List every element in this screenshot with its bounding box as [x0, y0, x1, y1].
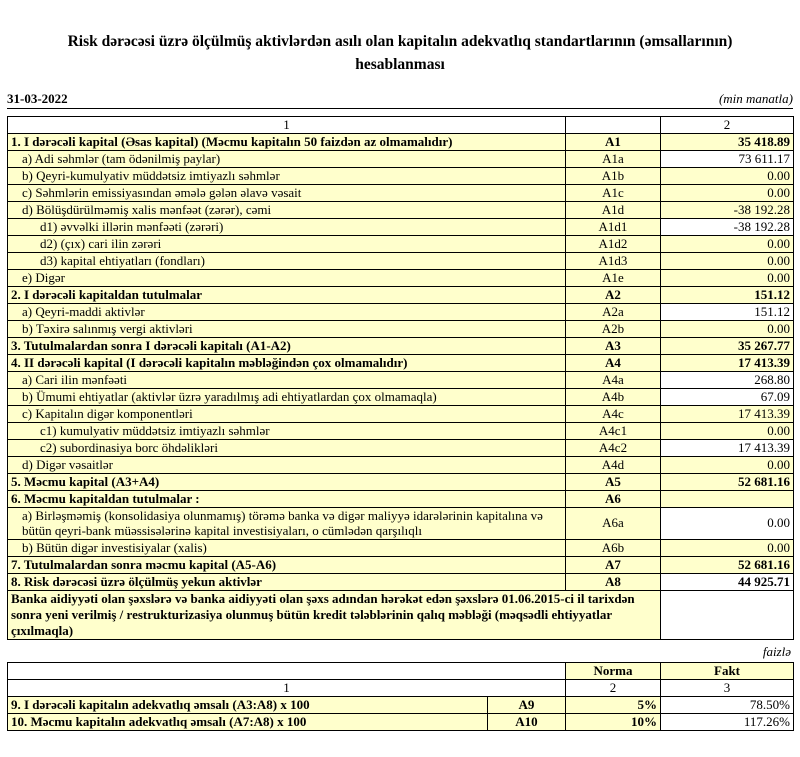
row-code: A4: [566, 354, 661, 371]
ratio-colnum-3: 3: [661, 679, 794, 696]
row-value: 35 418.89: [661, 133, 794, 150]
ratio-table-body: [8, 696, 794, 730]
row-code: A4c1: [566, 422, 661, 439]
table-row: [8, 388, 794, 405]
column-header-2: 2: [661, 116, 794, 133]
row-code: A2b: [566, 320, 661, 337]
table-row: [8, 252, 794, 269]
ratio-row-code: A10: [488, 713, 566, 730]
table-row: [8, 473, 794, 490]
row-label: 6. Məcmu kapitaldan tutulmalar :: [8, 490, 566, 507]
ratio-table-header: [8, 662, 794, 696]
table-row: [8, 507, 794, 540]
row-label: a) Cari ilin mənfəəti: [8, 371, 566, 388]
row-code: A4b: [566, 388, 661, 405]
table-row: [8, 218, 794, 235]
unit-note: (min manatla): [718, 90, 793, 106]
row-value: 44 925.71: [661, 574, 794, 591]
row-code: A3: [566, 337, 661, 354]
row-code: A1d2: [566, 235, 661, 252]
table-row: [8, 184, 794, 201]
row-code: A1: [566, 133, 661, 150]
row-value: 0.00: [661, 507, 794, 540]
row-code: A4d: [566, 456, 661, 473]
row-value: 35 267.77: [661, 337, 794, 354]
ratio-row-norma: 10%: [566, 713, 661, 730]
row-code: A6: [566, 490, 661, 507]
ratio-row: [8, 696, 794, 713]
ratio-table: [7, 662, 794, 731]
row-label: 8. Risk dərəcəsi üzrə ölçülmüş yekun aktivlər: [8, 574, 566, 591]
row-label: a) Adi səhmlər (tam ödənilmiş paylar): [8, 150, 566, 167]
capital-table: [7, 116, 794, 640]
row-label: b) Qeyri-kumulyativ müddətsiz imtiyazlı səhmlər: [8, 167, 566, 184]
table-row: [8, 540, 794, 557]
ratio-header-empty: [8, 662, 566, 679]
column-header-code: [566, 116, 661, 133]
row-code: A1b: [566, 167, 661, 184]
row-label: d) Digər vəsaitlər: [8, 456, 566, 473]
row-code: A4c2: [566, 439, 661, 456]
row-code: A1a: [566, 150, 661, 167]
table-row: [8, 490, 794, 507]
row-label: 1. I dərəcəli kapital (Əsas kapital) (Məcmu kapitalın 50 faizdən az olmamalıdır): [8, 133, 566, 150]
row-value: 268.80: [661, 371, 794, 388]
table-row: [8, 133, 794, 150]
percent-note: faizlə: [762, 643, 791, 659]
table-row: [8, 422, 794, 439]
ratio-row-fakt: 117.26%: [661, 713, 794, 730]
table-row: [8, 557, 794, 574]
table-row: [8, 303, 794, 320]
row-label: c2) subordinasiya borc öhdəlikləri: [8, 439, 566, 456]
row-value: 17 413.39: [661, 405, 794, 422]
row-value: 0.00: [661, 235, 794, 252]
ratio-row-label: 9. I dərəcəli kapitalın adekvatlıq əmsalı (A3:A8) x 100: [8, 696, 488, 713]
row-label: 7. Tutulmalardan sonra məcmu kapital (A5-A6): [8, 557, 566, 574]
row-label: 2. I dərəcəli kapitaldan tutulmalar: [8, 286, 566, 303]
row-label: c) Kapitalın digər komponentləri: [8, 405, 566, 422]
table-row: [8, 371, 794, 388]
page-title: Risk dərəcəsi üzrə ölçülmüş aktivlərdən asılı olan kapitalın adekvatlıq standartlarının (əmsallarının) hesablanması: [67, 33, 733, 74]
row-code: A1e: [566, 269, 661, 286]
table-row: [8, 201, 794, 218]
row-value: 73 611.17: [661, 150, 794, 167]
report-date: 31-03-2022: [7, 90, 68, 106]
row-value: 67.09: [661, 388, 794, 405]
row-code: A6a: [566, 507, 661, 540]
row-code: A1d1: [566, 218, 661, 235]
row-value: 17 413.39: [661, 354, 794, 371]
row-value: 0.00: [661, 269, 794, 286]
row-value: [661, 591, 794, 640]
row-value: 0.00: [661, 252, 794, 269]
row-code: A4a: [566, 371, 661, 388]
row-code: A2a: [566, 303, 661, 320]
capital-table-header: [8, 116, 794, 133]
row-code: A1d3: [566, 252, 661, 269]
row-value: -38 192.28: [661, 201, 794, 218]
table-row: [8, 456, 794, 473]
row-label: 3. Tutulmalardan sonra I dərəcəli kapitalı (A1-A2): [8, 337, 566, 354]
row-label: b) Ümumi ehtiyatlar (aktivlər üzrə yaradılmış adi ehtiyatlardan çox olmamaqla): [8, 388, 566, 405]
ratio-header-norma: Norma: [566, 662, 661, 679]
table-row: [8, 320, 794, 337]
row-code: A5: [566, 473, 661, 490]
row-value: 151.12: [661, 303, 794, 320]
row-value: 17 413.39: [661, 439, 794, 456]
table-row: [8, 150, 794, 167]
row-label: b) Təxirə salınmış vergi aktivləri: [8, 320, 566, 337]
table-row: [8, 235, 794, 252]
ratio-row: [8, 713, 794, 730]
row-value: 0.00: [661, 167, 794, 184]
row-label: c1) kumulyativ müddətsiz imtiyazlı səhmlər: [8, 422, 566, 439]
ratio-row-norma: 5%: [566, 696, 661, 713]
row-value: 0.00: [661, 540, 794, 557]
row-value: 0.00: [661, 184, 794, 201]
table-row: [8, 269, 794, 286]
row-code: A2: [566, 286, 661, 303]
row-label: a) Birləşməmiş (konsolidasiya olunmamış) törəmə banka və digər maliyyə idarələrinin kapitalına və bütün qeyri-bank müəssisələrinə kapital investisiyaları, o cümlədən qarşılıqlı: [8, 507, 566, 540]
row-value: 0.00: [661, 320, 794, 337]
row-value: [661, 490, 794, 507]
table-row: [8, 286, 794, 303]
row-label: a) Qeyri-maddi aktivlər: [8, 303, 566, 320]
table-row: [8, 337, 794, 354]
ratio-header-fakt: Fakt: [661, 662, 794, 679]
ratio-row-label: 10. Məcmu kapitalın adekvatlıq əmsalı (A7:A8) x 100: [8, 713, 488, 730]
row-label: c) Səhmlərin emissiyasından əmələ gələn əlavə vəsait: [8, 184, 566, 201]
row-value: 151.12: [661, 286, 794, 303]
row-code: A6b: [566, 540, 661, 557]
table-row: [8, 167, 794, 184]
row-value: -38 192.28: [661, 218, 794, 235]
table-row: [8, 354, 794, 371]
row-label: 5. Məcmu kapital (A3+A4): [8, 473, 566, 490]
column-header-1: 1: [8, 116, 566, 133]
row-code: A8: [566, 574, 661, 591]
row-code: A1d: [566, 201, 661, 218]
row-label: d2) (çıx) cari ilin zərəri: [8, 235, 566, 252]
header-row: [8, 116, 794, 133]
row-value: 52 681.16: [661, 473, 794, 490]
row-code: A1c: [566, 184, 661, 201]
row-label: e) Digər: [8, 269, 566, 286]
table-row: [8, 405, 794, 422]
ratio-colnum-2: 2: [566, 679, 661, 696]
ratio-row-fakt: 78.50%: [661, 696, 794, 713]
row-label: d3) kapital ehtiyatları (fondları): [8, 252, 566, 269]
capital-table-body: [8, 133, 794, 639]
row-label: Banka aidiyyəti olan şəxslərə və banka aidiyyəti olan şəxs adından hərəkət edən şəxslərə 01.06.2015-ci il tarixdən sonra yeni verilmiş / restrukturizasiya olunmuş bütün kredit tələblərinin qalıq məbləği (məqsədli ehtiyyatlar çıxılmaqla): [8, 591, 661, 640]
date-line: [7, 91, 793, 109]
ratio-header-row: [8, 662, 794, 679]
row-value: 0.00: [661, 456, 794, 473]
table-row: [8, 591, 794, 640]
ratio-row-code: A9: [488, 696, 566, 713]
table-row: [8, 574, 794, 591]
row-code: A7: [566, 557, 661, 574]
table-row: [8, 439, 794, 456]
row-label: b) Bütün digər investisiyalar (xalis): [8, 540, 566, 557]
row-value: 52 681.16: [661, 557, 794, 574]
row-label: d1) əvvəlki illərin mənfəəti (zərəri): [8, 218, 566, 235]
ratio-colnum-1: 1: [8, 679, 566, 696]
row-code: A4c: [566, 405, 661, 422]
row-label: d) Bölüşdürülməmiş xalis mənfəət (zərər), cəmi: [8, 201, 566, 218]
ratio-colnum-row: [8, 679, 794, 696]
row-label: 4. II dərəcəli kapital (I dərəcəli kapitalın məbləğindən çox olmamalıdır): [8, 354, 566, 371]
row-value: 0.00: [661, 422, 794, 439]
